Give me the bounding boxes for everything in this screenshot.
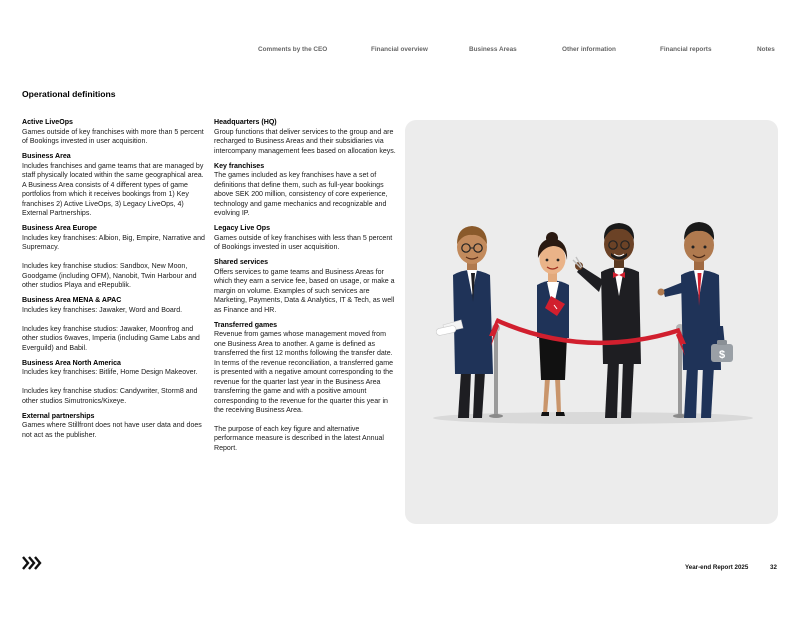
ribbon-cutting-illustration (405, 120, 778, 524)
section-title: Operational definitions (22, 89, 116, 99)
definition-legacy-live-ops (214, 224, 397, 253)
definition-text: Includes key franchise studios: Candywriter, Storm8 and other studios Simutronics/Kixeye. (22, 388, 198, 405)
definition-text: Includes key franchises: Bitlife, Home Design Makeover. (22, 369, 198, 376)
definition-business-area-north-america (22, 359, 207, 407)
definition-key-franchises (214, 162, 397, 219)
closing-note: The purpose of each key figure and alternative performance measure is described in the latest Annual Report. (214, 425, 385, 452)
definition-text: Games where Stillfront does not have user data and does not act as the publisher. (22, 422, 202, 439)
definition-term: Business Area MENA & APAC (22, 297, 122, 304)
definition-business-area (22, 152, 207, 219)
footer-report-name: Year-end Report 2025 (685, 564, 749, 571)
definition-text: Revenue from games whose management moved from one Business Area to another. A game is defined as transferred the first 12 months following the transfer date. In terms of the revenue reconciliation, a transferred game is presented with a negative amount corresponding to the revenue for the quarter last year in the Business Area transferring the game and with a positive amount corresponding to the revenue for the quarter this year in the receiving Business Area. (214, 331, 394, 414)
definition-term: Key franchises (214, 162, 265, 170)
figure-businessman-scissors (573, 223, 641, 418)
figure-businessman-left (436, 226, 493, 418)
nav-comments-ceo[interactable]: Comments by the CEO (258, 46, 328, 53)
definition-text: Games outside of key franchises with less than 5 percent of Bookings invested in user acquisition. (214, 234, 393, 251)
definition-text: Games outside of key franchises with more than 5 percent of Bookings invested in user acquisition. (22, 128, 204, 145)
ribbon (496, 320, 680, 343)
definition-business-area-mena-apac (22, 296, 207, 353)
definition-term: Legacy Live Ops (214, 225, 271, 232)
definition-text: Includes key franchises: Jawaker, Word and Board. (22, 306, 183, 314)
nav-financial-reports[interactable]: Financial reports (660, 46, 712, 53)
definition-active-liveops (22, 118, 207, 147)
definitions-column-right (214, 118, 397, 453)
definition-text: Includes key franchise studios: Sandbox, New Moon, Goodgame (including OFM), Nanobit, Twin Harbour and other studios Playa and eRepublik. (22, 263, 197, 289)
definition-transferred-games (214, 321, 397, 416)
figure-businesswoman (537, 232, 569, 416)
figure-businessman-right (658, 222, 734, 418)
definition-text: Includes franchises and game teams that are managed by staff physically located within the same geographical area. A Business Area consists of 4 different types of game portfolios from which it receives bookings from 1) Key franchises 2) Active LiveOps, 3) Legacy LiveOps, 4) External Partnerships. (22, 162, 204, 217)
top-navigation (0, 46, 800, 58)
page-number: 32 (770, 564, 777, 571)
definition-text: Includes key franchises: Albion, Big, Empire, Narrative and Supremacy. (22, 234, 205, 251)
definition-term: External partnerships (22, 412, 95, 420)
definitions-column-left (22, 118, 207, 446)
illustration-graphic (405, 120, 778, 524)
definition-term: Shared services (214, 259, 269, 266)
definition-shared-services (214, 258, 397, 315)
definition-term: Business Area (22, 153, 71, 160)
definition-text: Offers services to game teams and Business Areas for which they earn a service fee, based on usage, or make a margin on volume. Examples of such services are Marketing, Payments, Data & Analytics, IT & Tech, as well as Finance and HR. (214, 268, 395, 314)
definition-term: Active LiveOps (22, 119, 73, 126)
definition-term: Business Area Europe (22, 225, 97, 232)
nav-business-areas[interactable]: Business Areas (469, 46, 517, 53)
definition-term: Transferred games (214, 321, 278, 329)
nav-other-information[interactable]: Other information (562, 46, 616, 53)
definition-headquarters (214, 118, 397, 156)
definition-text: Includes key franchise studios: Jawaker, Moonfrog and other studios 6waves, Imperia (including Game Labs and Everguild) and Babil. (22, 325, 200, 352)
definition-text: Group functions that deliver services to the group and are recharged to Business Areas and their subsidiaries via intercompany management fees based on allocation keys. (214, 128, 396, 155)
definition-text: The games included as key franchises have a set of definitions that define them, such as full-year bookings above SEK 200 million, consistency of core experience, technology and game mechanics and recognizable and evolving IP. (214, 172, 388, 217)
company-logo (22, 556, 42, 570)
definition-business-area-europe (22, 224, 207, 291)
definition-term: Headquarters (HQ) (214, 119, 277, 126)
nav-notes[interactable]: Notes (757, 46, 775, 53)
definition-term: Business Area North America (22, 359, 121, 367)
money-bag-symbol: $ (718, 349, 726, 361)
nav-financial-overview[interactable]: Financial overview (371, 46, 428, 53)
definition-external-partnerships (22, 412, 207, 441)
